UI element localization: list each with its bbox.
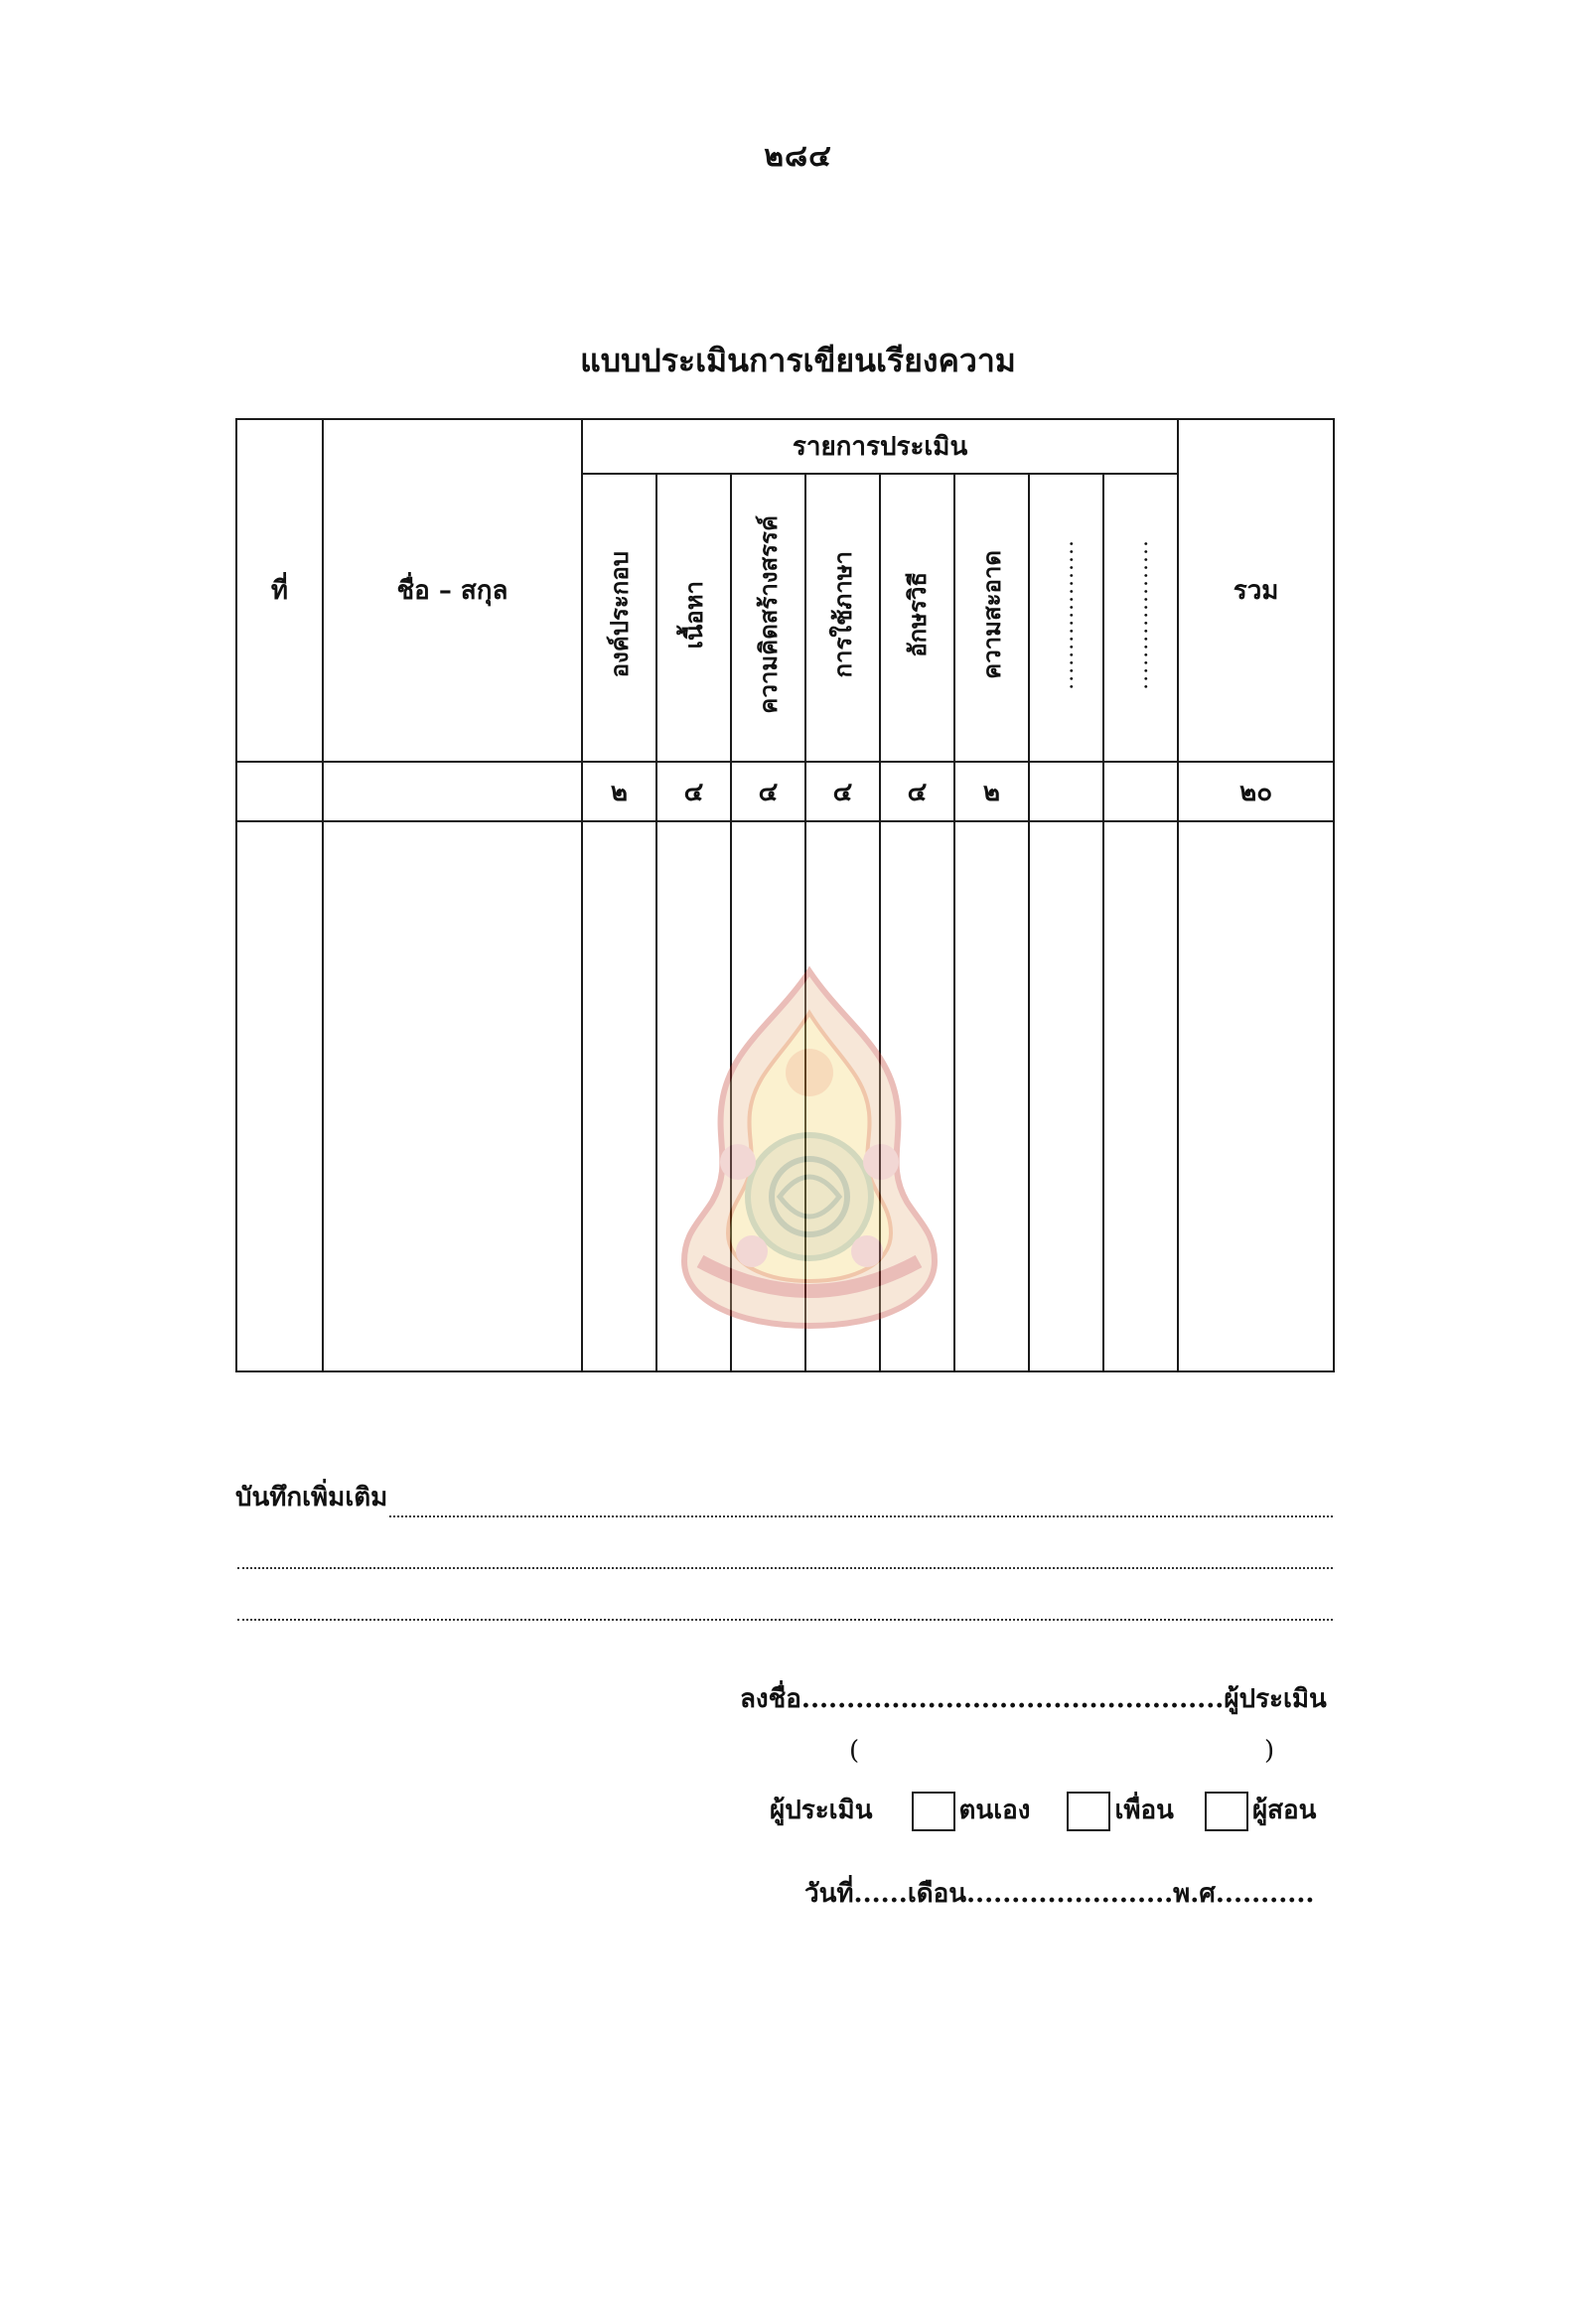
criterion-label: องค์ประกอบ <box>605 551 634 678</box>
header-name-label: ชื่อ – สกุล <box>396 576 508 606</box>
criterion-score: ๔ <box>758 777 779 807</box>
criterion-score: ๒ <box>610 777 629 807</box>
criterion-header-blank <box>1029 474 1103 762</box>
entry-cell[interactable] <box>880 821 954 1371</box>
note-dots <box>237 1597 1333 1621</box>
checkbox-self[interactable] <box>912 1792 955 1831</box>
criterion-score: ๔ <box>907 777 928 807</box>
total-score: ๒๐ <box>1239 777 1273 807</box>
entry-cell[interactable] <box>1029 821 1103 1371</box>
entry-cell[interactable] <box>582 821 656 1371</box>
header-criteria-group <box>582 419 1178 474</box>
header-name <box>323 419 582 762</box>
criterion-label: เนื้อหา <box>679 580 708 649</box>
score-cell-blank <box>323 762 582 821</box>
entry-cell[interactable] <box>954 821 1029 1371</box>
criterion-score: ๒ <box>982 777 1001 807</box>
total-score-cell <box>1178 762 1334 821</box>
notes-label: บันทึกเพิ่มเติม <box>235 1483 388 1512</box>
criterion-header-blank <box>1103 474 1178 762</box>
paren-open: ( <box>849 1736 860 1766</box>
entry-cell[interactable] <box>656 821 731 1371</box>
entry-cell[interactable] <box>323 821 582 1371</box>
evaluator-type-label: ผู้ประเมิน <box>770 1796 873 1825</box>
score-cell <box>582 762 656 821</box>
note-dots <box>389 1494 1333 1517</box>
criterion-header <box>805 474 880 762</box>
entry-cell[interactable] <box>805 821 880 1371</box>
score-cell <box>954 762 1029 821</box>
evaluation-table <box>235 418 1335 1372</box>
header-no <box>236 419 323 762</box>
score-cell <box>656 762 731 821</box>
criterion-header <box>656 474 731 762</box>
option-teacher-label: ผู้สอน <box>1251 1796 1317 1825</box>
checkbox-peer[interactable] <box>1067 1792 1110 1831</box>
header-no-label: ที่ <box>270 576 289 606</box>
criteria-group-label: รายการประเมิน <box>792 432 968 462</box>
score-cell <box>1103 762 1178 821</box>
sign-dots: ............................................... <box>800 1684 1225 1714</box>
criterion-label: อักษรวิธี <box>903 572 932 657</box>
note-line[interactable] <box>235 1478 1333 1517</box>
option-peer-label: เพื่อน <box>1114 1796 1174 1825</box>
entry-cell[interactable] <box>236 821 323 1371</box>
note-line[interactable] <box>235 1529 1333 1569</box>
score-cell <box>1029 762 1103 821</box>
evaluator-type-row <box>770 1790 1316 1831</box>
note-dots <box>237 1545 1333 1569</box>
additional-notes <box>235 1478 1333 1633</box>
criterion-score: ๔ <box>832 777 853 807</box>
score-cell <box>731 762 805 821</box>
criterion-label: การใช้ภาษา <box>828 551 857 678</box>
criterion-score: ๔ <box>683 777 704 807</box>
header-total <box>1178 419 1334 762</box>
date-line[interactable]: วันที่......เดือน.......................พ.ศ........... <box>804 1879 1315 1909</box>
header-total-label: รวม <box>1233 576 1279 606</box>
criterion-header <box>880 474 954 762</box>
entry-cell[interactable] <box>1103 821 1178 1371</box>
note-line[interactable] <box>235 1581 1333 1621</box>
criterion-header <box>954 474 1029 762</box>
sign-label: ลงชื่อ <box>740 1684 801 1714</box>
score-cell <box>805 762 880 821</box>
score-cell-blank <box>236 762 323 821</box>
signature-line[interactable] <box>740 1678 1327 1719</box>
score-cell <box>880 762 954 821</box>
entry-cell[interactable] <box>731 821 805 1371</box>
paren-close: ) <box>1264 1736 1275 1766</box>
checkbox-teacher[interactable] <box>1205 1792 1248 1831</box>
criterion-label: ความคิดสร้างสรรค์ <box>754 515 783 714</box>
criterion-blank-label: ................... <box>1128 539 1154 690</box>
form-title: แบบประเมินการเขียนเรียงความ <box>580 342 1016 379</box>
criterion-header <box>731 474 805 762</box>
evaluator-suffix: ผู้ประเมิน <box>1224 1684 1327 1714</box>
criterion-header <box>582 474 656 762</box>
entry-cell[interactable] <box>1178 821 1334 1371</box>
page-number: ๒๘๔ <box>764 139 832 174</box>
criterion-blank-label: ................... <box>1054 539 1079 690</box>
criterion-label: ความสะอาด <box>977 550 1006 679</box>
option-self-label: ตนเอง <box>958 1796 1031 1825</box>
